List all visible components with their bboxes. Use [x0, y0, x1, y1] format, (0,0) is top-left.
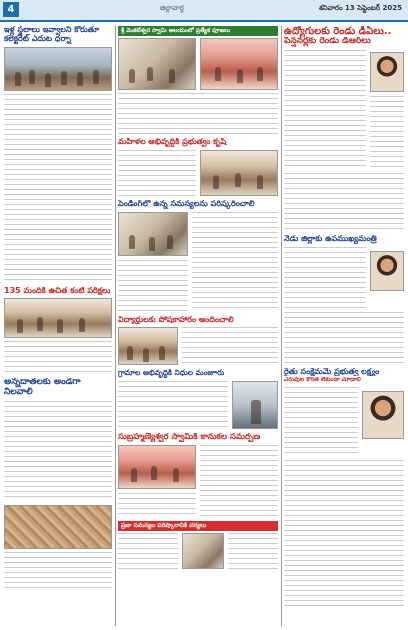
article-body	[118, 260, 188, 312]
article-body	[182, 327, 278, 365]
column-rule	[115, 26, 116, 626]
middle-headline: పెండింగ్‌లో ఉన్న సమస్యలను పరిష్కరించాలి	[118, 199, 255, 208]
article-body	[118, 93, 278, 135]
article-body	[118, 533, 178, 573]
bottom-headline: ప్రజా సమస్యల పరిష్కారానికి చర్యలు	[118, 521, 278, 531]
right-column	[284, 26, 404, 626]
center-bottom-headline: సుబ్రహ్మణ్యేశ్వర స్వామికి కానుకల సమర్పణ	[118, 432, 261, 442]
left-lower-headline: అన్నదాతలకు అండగా నిలవాలి	[4, 378, 81, 398]
offering-photo	[118, 445, 196, 489]
article-body	[284, 312, 404, 364]
top-left-headline: ఇళ్ల స్థలాలు ఇవ్వాలని కోరుతూ కలెక్టరేట్ ఎదుట ధర్నా	[4, 26, 100, 43]
grain-photo	[4, 505, 112, 549]
article-body	[4, 401, 112, 501]
article-body	[228, 533, 278, 573]
article-body	[370, 96, 404, 170]
students-photo	[118, 327, 178, 365]
center-lower2-headline: గ్రామాల అభివృద్ధికి నిధుల మంజూరు	[118, 369, 225, 378]
deputy-cm-portrait	[370, 251, 404, 291]
article-body	[284, 50, 366, 170]
top-right-subheadline: పెన్షనర్లకు రెండు డీఆర్‌లు	[284, 37, 371, 46]
article-body	[4, 552, 112, 592]
paper-name: జిల్లావార్త	[160, 4, 184, 12]
minister-portrait	[370, 52, 404, 92]
center-column	[118, 26, 278, 626]
mid-right-headline: నేడు జిల్లాకు ఉపముఖ్యమంత్రి	[284, 234, 377, 243]
officer-photo	[232, 381, 278, 429]
article-body	[200, 445, 278, 517]
issue-date: శనివారం 13 సెప్టెంబర్ 2025	[318, 4, 402, 12]
article-body	[192, 212, 278, 312]
protest-photo	[4, 47, 112, 91]
article-body	[118, 381, 228, 429]
left-mid-headline: 135 మందికి ఉచిత కంటి పరీక్షలు	[4, 286, 111, 295]
eye-camp-photo	[4, 298, 112, 338]
section2-headline: మహిళల అభివృద్ధికి ప్రభుత్వం కృషి	[118, 138, 227, 146]
article-body	[4, 341, 112, 375]
center-lower-headline: విద్యార్థులకు పోషకాహారం అందించాలి	[118, 315, 234, 324]
page-number: 4	[3, 2, 19, 17]
column-rule	[281, 26, 282, 626]
masthead	[0, 0, 408, 22]
article-body	[284, 173, 404, 231]
top-right-headline: ఉద్యోగులకు రెండు డీఏలు..	[284, 26, 392, 37]
temple-photo-2	[200, 38, 278, 90]
public-meeting-photo	[182, 533, 224, 569]
article-body	[118, 150, 196, 196]
article-body	[284, 460, 404, 610]
article-body	[284, 387, 358, 457]
right-lower-headline: రైతు సంక్షేమమే ప్రభుత్వ లక్ష్యం	[284, 367, 380, 376]
temple-photo-1	[118, 38, 196, 90]
article-body	[284, 247, 366, 309]
article-body	[4, 94, 112, 284]
top-center-headline: శ్రీ వెంకటేశ్వర స్వామి ఆలయంలో ప్రత్యేక పూజలు	[118, 26, 278, 36]
article-body	[118, 493, 196, 517]
meeting-photo	[118, 212, 188, 256]
women-meeting-photo	[200, 150, 278, 196]
right-lower-subheadline: ఎరువుల కొరత లేకుండా చూడాలి	[284, 377, 361, 384]
left-column	[4, 26, 112, 626]
mla-portrait	[362, 391, 404, 439]
